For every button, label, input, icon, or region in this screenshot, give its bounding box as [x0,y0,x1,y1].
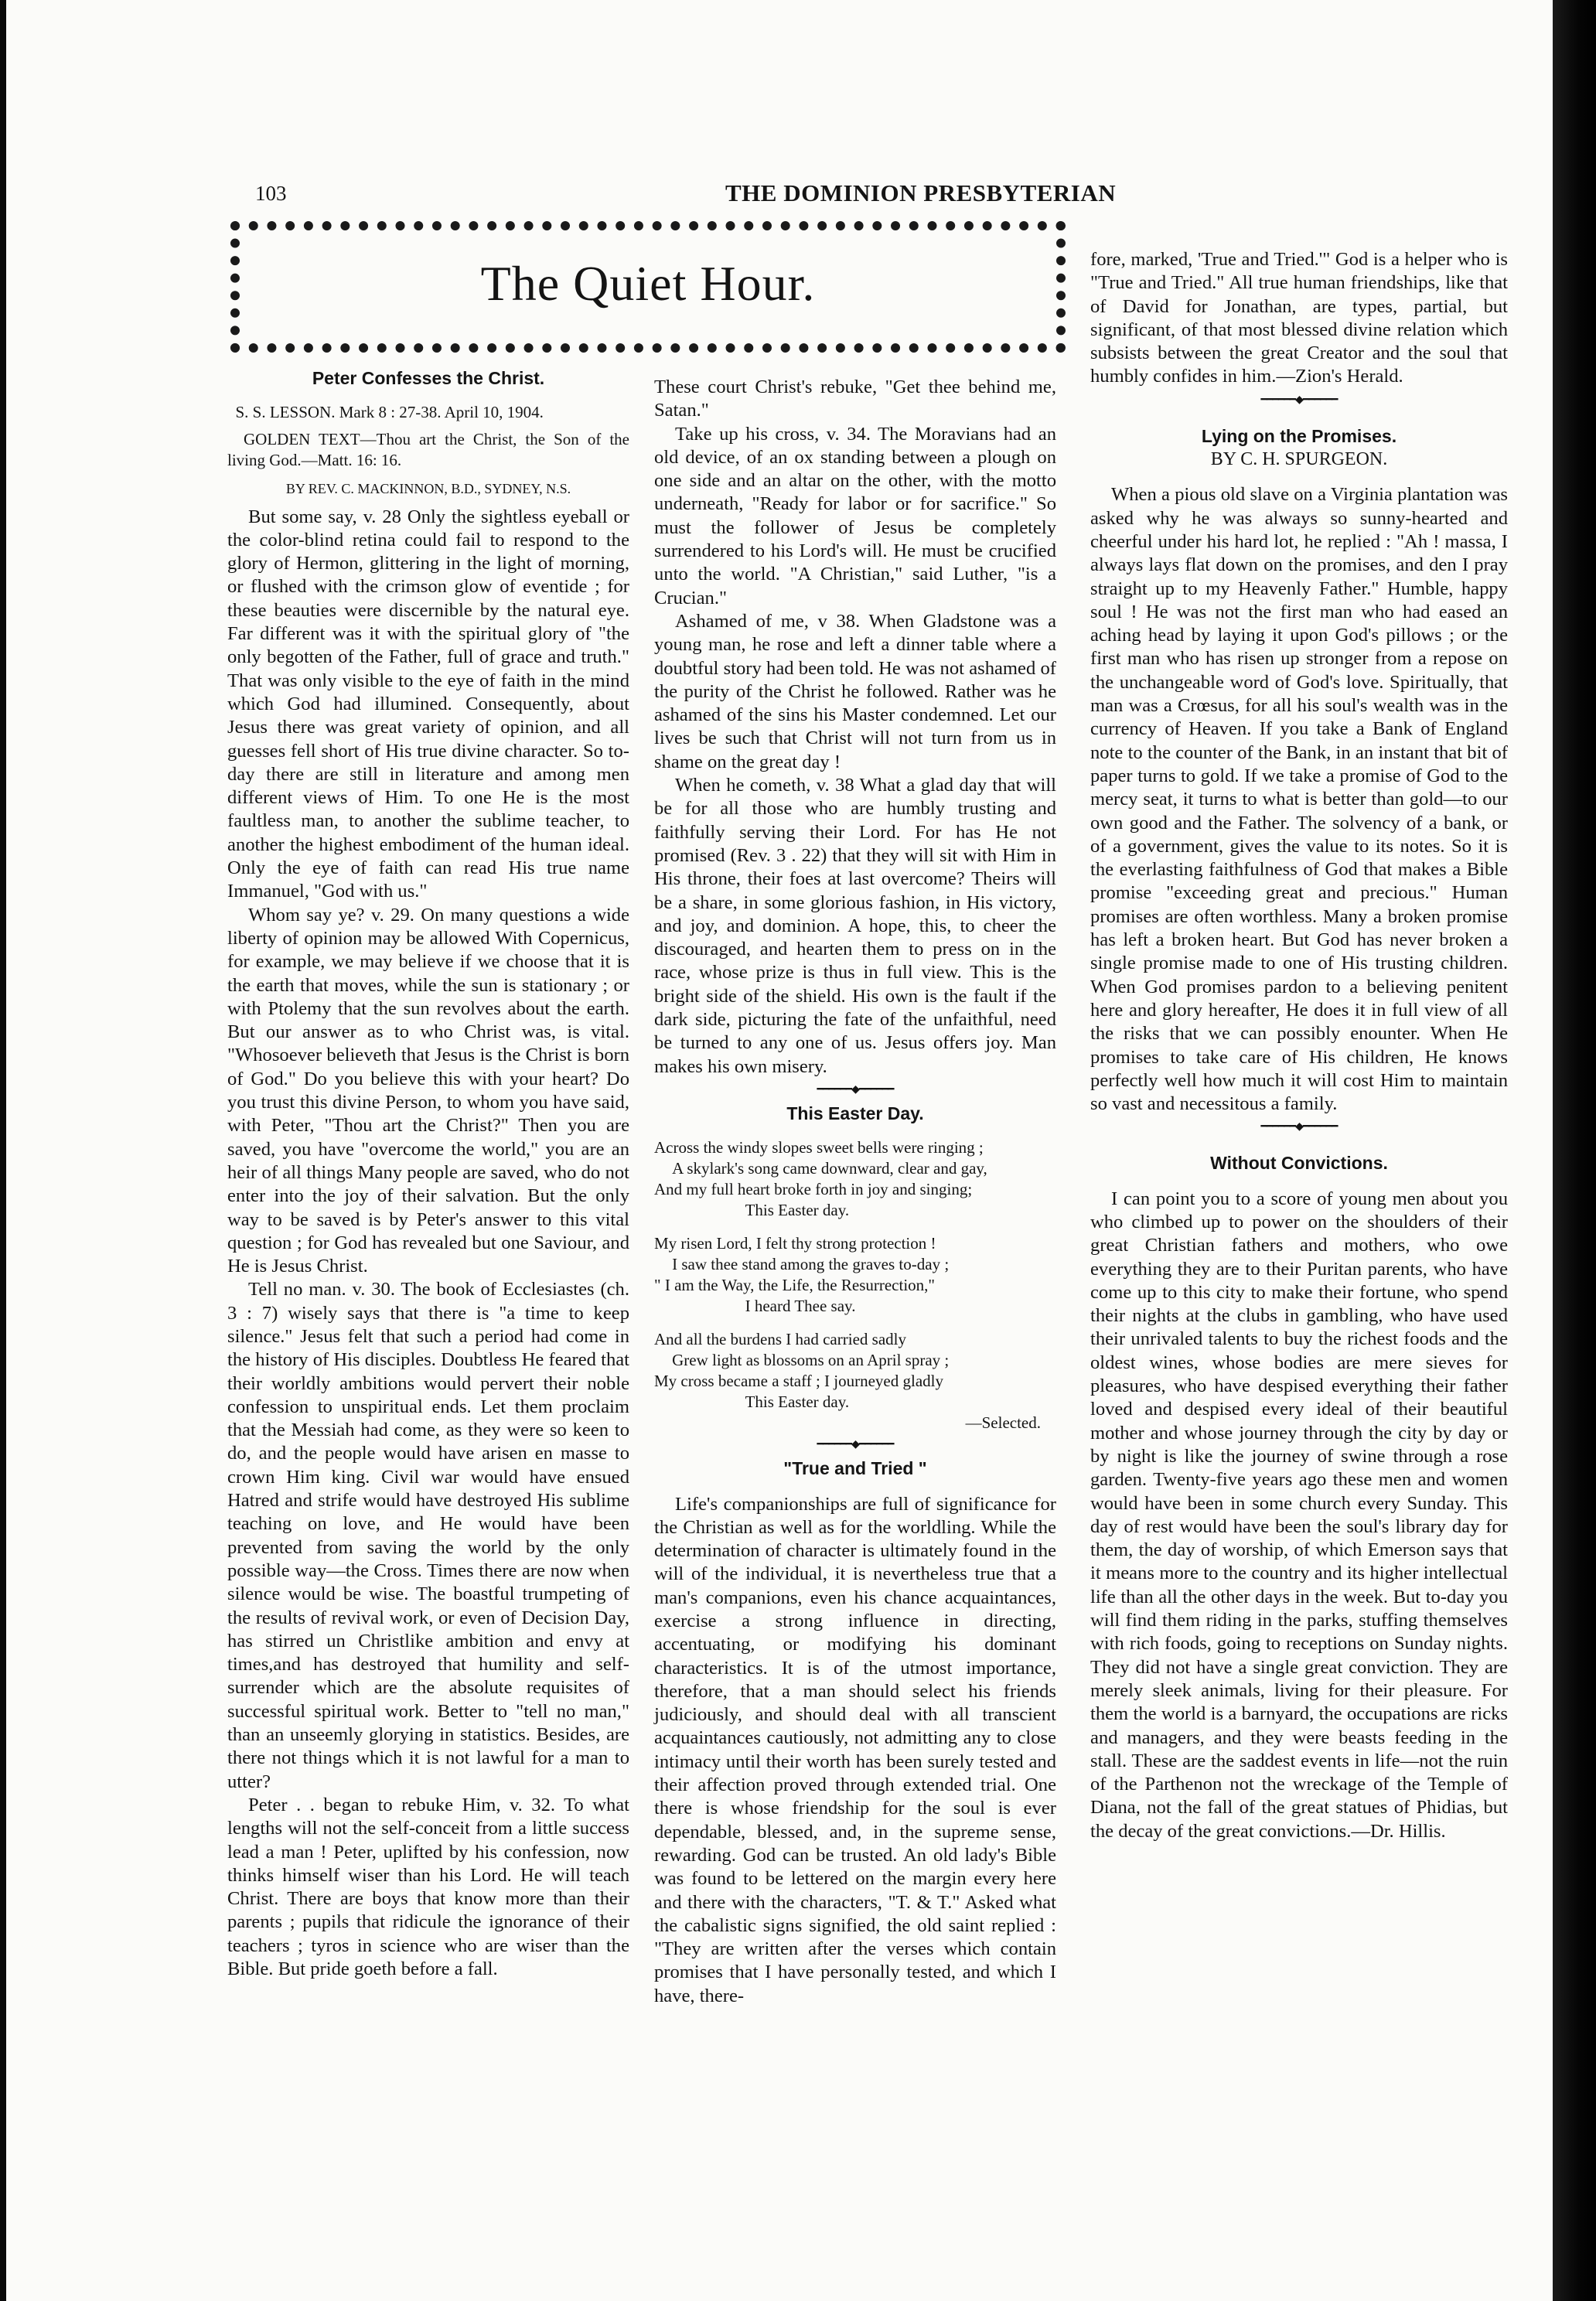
newspaper-page [6,0,1553,2301]
column-3 [1090,248,1508,1843]
poem-line: Across the windy slopes sweet bells were ringing ; [654,1138,984,1157]
article-heading-lying: Lying on the Promises. [1201,425,1397,446]
poem-stanza-3 [654,1329,1056,1413]
paragraph: These court Christ's rebuke, "Get thee behind me, Satan." [654,377,1056,421]
poem-line: Grew light as blossoms on an April spray ; [672,1351,950,1370]
poem-line: This Easter day. [745,1393,850,1412]
quiet-hour-banner [230,221,1066,353]
poem-line: This Easter day. [745,1201,850,1220]
poem-stanza-2 [654,1233,1056,1317]
article-byline: BY REV. C. MACKINNON, B.D., SYDNEY, N.S. [285,481,571,497]
golden-text: GOLDEN TEXT—Thou art the Christ, the Son of the living God.—Matt. 16: 16. [227,430,629,470]
section-divider: ━━━━━━◆━━━━━━ [1260,1121,1338,1133]
poem-line: A skylark's song came downward, clear and gay, [672,1159,987,1178]
paragraph: Life's companionships are full of significance for the Christian as well as for the worldling. While the determination of character is ultimately found in the will of the individual, it is nevertheless true that a man's companions, even his chance acquaintances, exercise a strong influence in directing, accentuating, or modifying his dominant characteristics. It is of the utmost importance, therefore, that a man should select his friends judiciously, and should deal with all transcient acquaintances cautiously, not admitting any to close intimacy until their worth has been surely tested and their affection proved through extended trial. One there is whose friendship for the soul is ever dependable, blessed, and, in the supreme sense, rewarding. God can be trusted. An old lady's Bible was found to be lettered on the margin every here and there with the characters, "T. & T." Asked what the cabalistic signs signified, the old saint replied : "They are written after the verses which contain promises that I have personally tested, and which I have, there- [654,1493,1056,2006]
poem-line: And all the burdens I had carried sadly [654,1330,906,1349]
scan-edge [1553,0,1596,2301]
poem-line: My cross became a staff ; I journeyed gladly [654,1372,943,1391]
paragraph: When he cometh, v. 38 What a glad day that will be for all those who are humbly trusting and faithfully serving their Lord. For has He not promised (Rev. 3 . 22) that they will sit with Him in His throne, their foes at last overcome? Theirs will be a share, in some glorious fashion, in His victory, and joy, and dominion. A hope, this, to cheer the discouraged, and hearten them to press on in the race, whose prize is thus in full view. This is the bright side of the shield. His own is the fault if the dark side, picturing the fate of the unfaithful, need be turned to any one of us. Jesus offers joy. Man makes his own misery. [654,775,1056,1077]
paragraph: Ashamed of me, v 38. When Gladstone was a young man, he rose and left a dinner table where a doubtful story had been told. He was not ashamed of the purity of the Christ he followed. Rather was he ashamed of the sins his Master condemned. Let our lives be such that Christ will not turn from us in shame on the great day ! [654,610,1056,772]
column-2 [654,376,1056,2008]
paragraph: When a pious old slave on a Virginia plantation was asked why he was always so sunny-hearted and cheerful under his hard lot, he replied : "Ah ! massa, I always lays flat down on the promises, and den I pray straight up to my Heavenly Father." Humble, happy soul ! He was not the first man who had eased an aching head by laying it upon God's pillows ; or the first man who has risen up stronger from a repose on the unchangeable word of God's love. Spiritually, that man was a Crœsus, for all his soul's wealth was in the currency of Heaven. If you take a Bank of England note to the counter of the Bank, in an instant that bit of paper turns to gold. If we take a promise of God to the mercy seat, it turns to what is better than gold—to our own good and the Father. The solvency of a bank, or of a government, gives the value to its notes. So it is the everlasting faithfulness of God that makes a Bible promise "exceeding great and precious." Human promises are often worthless. Many a broken promise has left a broken heart. But God has never broken a single promise made to one of His trusting children. When God promises pardon to a believing penitent here and glory hereafter, He does it in full view of all the risks that we can possibly enounter. When He promises to take care of His children, He knows perfectly well how much it will cost Him to maintain so vast and necessitous a family. [1090,484,1508,1115]
page-number: 103 [255,182,287,205]
section-divider: ━━━━━━◆━━━━━━ [1260,394,1338,406]
poem-line: I saw thee stand among the graves to-day ; [672,1255,950,1274]
paragraph: fore, marked, 'True and Tried.'" God is a helper who is "True and Tried." All true human friendships, like that of David for Jonathan, are types, partial, but significant, of that most blessed divine relation which subsists between the great Creator and the soul that humbly confides in him.—Zion's Herald. [1090,249,1508,387]
paragraph: Take up his cross, v. 34. The Moravians had an old device, of an ox standing between a plough on one side and an altar on the other, with the motto underneath, "Ready for labor or for sacrifice." So must the follower of Jesus be completely surrendered to his Lord's will. He must be crucified unto the world. "A Christian," said Luther, "is a Crucian." [654,423,1056,608]
article-heading-true-tried: "True and Tried " [783,1458,927,1479]
column-1 [227,366,629,1981]
section-divider: ━━━━━━◆━━━━━━ [817,1439,894,1451]
section-divider: ━━━━━━◆━━━━━━ [817,1083,894,1096]
section-title: The Quiet Hour. [480,256,816,311]
paragraph: But some say, v. 28 Only the sightless eyeball or the color-blind retina could fail to respond to the glory of Hermon, glittering in the light of morning, or flushed with the crimson glow of eventide ; for these beauties were discernible by the natural eye. Far different was it with the spiritual glory of "the only begotten of the Father, full of grace and truth." That was only visible to the eye of faith in the mind which God had illumined. Consequently, about Jesus there was great variety of opinion, and all guesses fell short of His true divine character. So to-day there are still in literature and among men different views of Him. To one He is the most faultless man, to another the sublime teacher, to another the highest embodiment of the human ideal. Only the eye of faith can read His true name Immanuel, "God with us." [227,506,629,902]
poem-line: And my full heart broke forth in joy and singing; [654,1180,973,1199]
article-byline: BY C. H. SPURGEON. [1210,449,1388,470]
poem-line: I heard Thee say. [745,1297,856,1316]
paragraph: Whom say ye? v. 29. On many questions a wide liberty of opinion may be allowed With Copernicus, for example, we may believe if we choose that it is the earth that moves, while the sun is stationary ; or with Ptolemy that the sun revolves about the earth. But our answer as to who Christ was, is vital. "Whosoever believeth that Jesus is the Christ is born of God." Do you believe this with your heart? Do you trust this divine Person, to whom you have said, with Peter, "Thou art the Christ?" Then you are saved, you have "overcome the world," you are an heir of all things Many people are saved, who do not enter into the joy of their salvation. But the only way to be saved is by Peter's answer to this vital question ; for God has revealed but one Saviour, and He is Jesus Christ. [227,904,629,1277]
poem-heading: This Easter Day. [786,1103,924,1123]
paragraph: Tell no man. v. 30. The book of Ecclesiastes (ch. 3 : 7) wisely says that there is "a time to keep silence." Jesus felt that such a period had come in the history of His disciples. Doubtless He feared that their worldly ambitions would pervert their noble confession to unspiritual ends. Let them proclaim that the Messiah had come, as they were so keen to do, and the people would have arisen en masse to crown Him king. Civil war would have ensued Hatred and strife would have destroyed His sublime teaching on love, and He would have been prevented from saving the world by the only possible way—the Cross. Times there are now when silence would be wise. The boastful trumpeting of the results of revival work, or even of Decision Day, has stirred un Christlike ambition and envy at times,and has destroyed that humility and self-surrender which are the absolute requisites of successful spiritual work. Better to "tell no man," than an unseemly glorying in statistics. Besides, are there not things which it is not lawful for a man to utter? [227,1279,629,1792]
article-heading-peter: Peter Confesses the Christ. [312,368,545,388]
paragraph: Peter . . began to rebuke Him, v. 32. To what lengths will not the self-conceit from a little success lead a man ! Peter, uplifted by his confession, now thinks himself wiser than his Lord. He will teach Christ. There are boys that know more than their parents ; pupils that ridicule the ignorance of their teachers ; tyros in science who are wiser than the Bible. But pride goeth before a fall. [227,1794,629,1979]
publication-title: THE DOMINION PRESBYTERIAN [725,179,1117,206]
paragraph: I can point you to a score of young men about you who climbed up to power on the shoulders of their great Christian fathers and mothers, who owe everything they are to their Puritan parents, who have come up to this city to make their fortune, who spend their nights at the clubs in gambling, who have used their unrivaled talents to buy the richest foods and the oldest wines, whose bodies are mere sieves for pleasures, who have despised everything their father loved and despised every ideal of their beautiful mother and whose journey through the city by day or by night is like the journey of swine through a rose garden. Twenty-five years ago these men and women would have been in some church every Sunday. This day of rest would have been the soul's library day for them, the day of worship, of which Emerson says that it means more to the country and its higher intellectual life than all the other days in the week. But to-day you will find them riding in the parks, stuffing themselves with rich foods, going to receptions on Sunday nights. They did not have a single great conviction. They are merely sleek animals, living for their pleasure. For them the world is a barnyard, the occupations are ricks and managers, and they were beasts feeding in the stall. These are the saddest events in life—not the ruin of the Parthenon not the wreckage of the Temple of Diana, not the fall of the great statues of Phidias, but the decay of the great convictions.—Dr. Hillis. [1090,1188,1508,1842]
poem-credit: —Selected. [965,1413,1041,1433]
article-heading-convictions: Without Convictions. [1210,1153,1388,1174]
poem-line: " I am the Way, the Life, the Resurrection," [654,1276,935,1295]
lesson-reference: S. S. LESSON. Mark 8 : 27-38. April 10, 1904. [235,403,544,422]
poem-stanza-1 [654,1137,1056,1221]
poem-line: My risen Lord, I felt thy strong protection ! [654,1234,936,1253]
